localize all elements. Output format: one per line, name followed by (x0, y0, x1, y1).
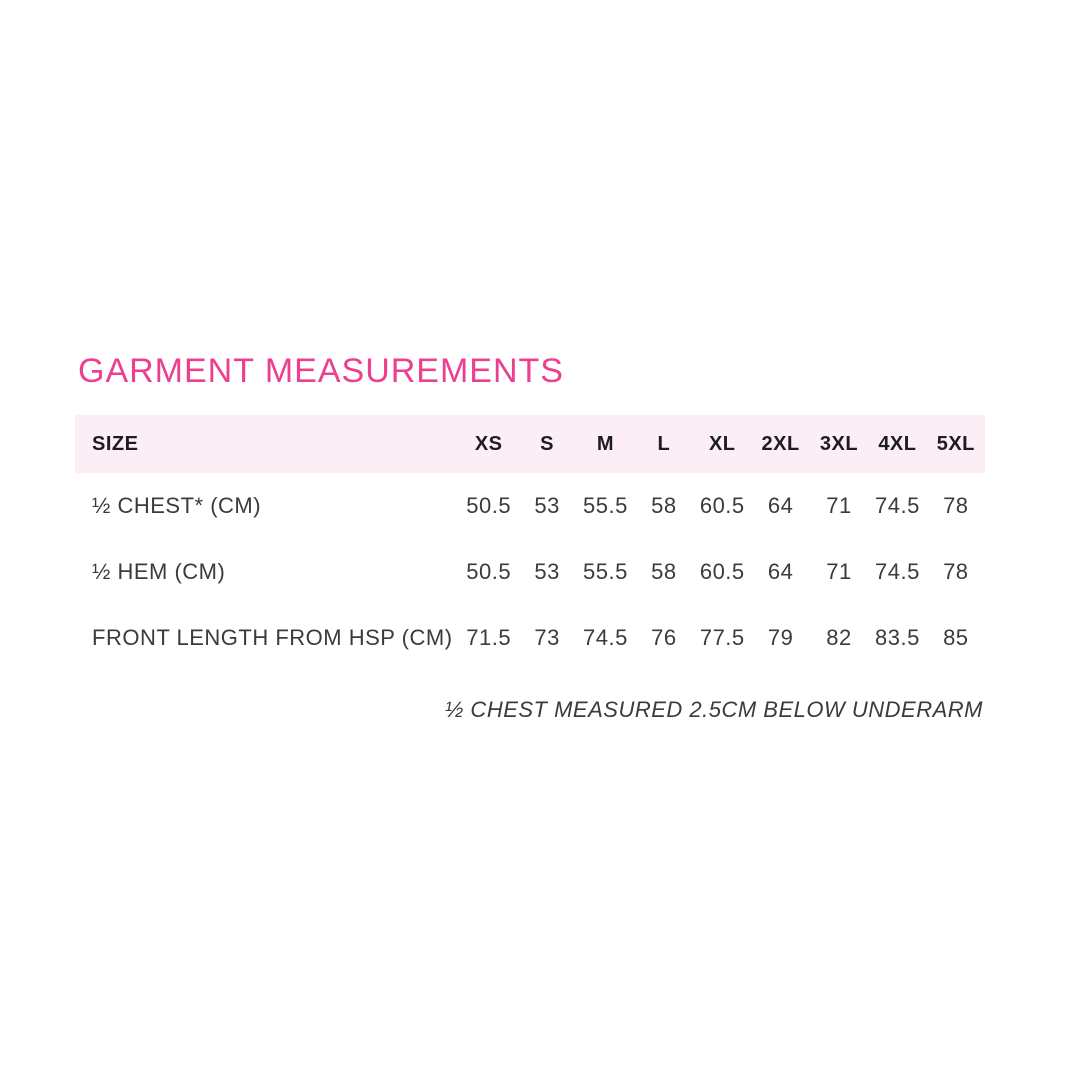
value-cell: 85 (943, 625, 969, 650)
value-cell: 78 (943, 493, 969, 518)
table-row-front-length (75, 605, 985, 671)
value-cell: 55.5 (583, 559, 628, 584)
value-cell: 71 (826, 493, 852, 518)
page-title: GARMENT MEASUREMENTS (78, 352, 564, 390)
row-label: ½ CHEST* (CM) (92, 493, 262, 518)
value-cell: 53 (534, 493, 560, 518)
value-cell: 50.5 (466, 493, 512, 518)
header-cell-xl: XL (708, 432, 736, 455)
row-label: FRONT LENGTH FROM HSP (CM) (92, 625, 453, 650)
value-cell: 71 (826, 559, 852, 584)
value-cell: 55.5 (583, 493, 628, 518)
header-cell-4xl: 4XL (878, 432, 917, 455)
value-cell: 83.5 (875, 625, 920, 650)
row-label: ½ HEM (CM) (92, 559, 226, 584)
header-cell-5xl: 5XL (936, 432, 975, 455)
header-cell-l: L (657, 432, 671, 455)
value-cell: 64 (767, 559, 794, 584)
value-cell: 58 (651, 559, 677, 584)
value-cell: 74.5 (875, 493, 920, 518)
value-cell: 60.5 (699, 493, 745, 518)
value-cell: 78 (943, 559, 969, 584)
value-cell: 60.5 (699, 559, 745, 584)
header-cell-s: S (540, 432, 554, 455)
value-cell: 58 (651, 493, 677, 518)
value-cell: 74.5 (583, 625, 628, 650)
table-row-half-hem (75, 539, 985, 605)
header-cell-xs: XS (474, 432, 503, 455)
value-cell: 73 (534, 625, 560, 650)
table-header-row (75, 415, 985, 473)
chest-measurement-footnote: ½ CHEST MEASURED 2.5CM BELOW UNDERARM (444, 697, 983, 722)
value-cell: 64 (767, 493, 794, 518)
value-cell: 53 (534, 559, 560, 584)
garment-measurements-table (75, 415, 985, 723)
value-cell: 82 (826, 625, 852, 650)
header-cell-3xl: 3XL (819, 432, 859, 455)
value-cell: 77.5 (699, 625, 745, 650)
header-cell-m: M (596, 432, 615, 455)
header-cell-2xl: 2XL (761, 432, 800, 455)
value-cell: 79 (767, 625, 794, 650)
value-cell: 74.5 (875, 559, 920, 584)
header-cell-size: SIZE (92, 432, 139, 455)
value-cell: 71.5 (466, 625, 512, 650)
value-cell: 50.5 (466, 559, 512, 584)
value-cell: 76 (651, 625, 677, 650)
table-row-half-chest (75, 473, 985, 539)
